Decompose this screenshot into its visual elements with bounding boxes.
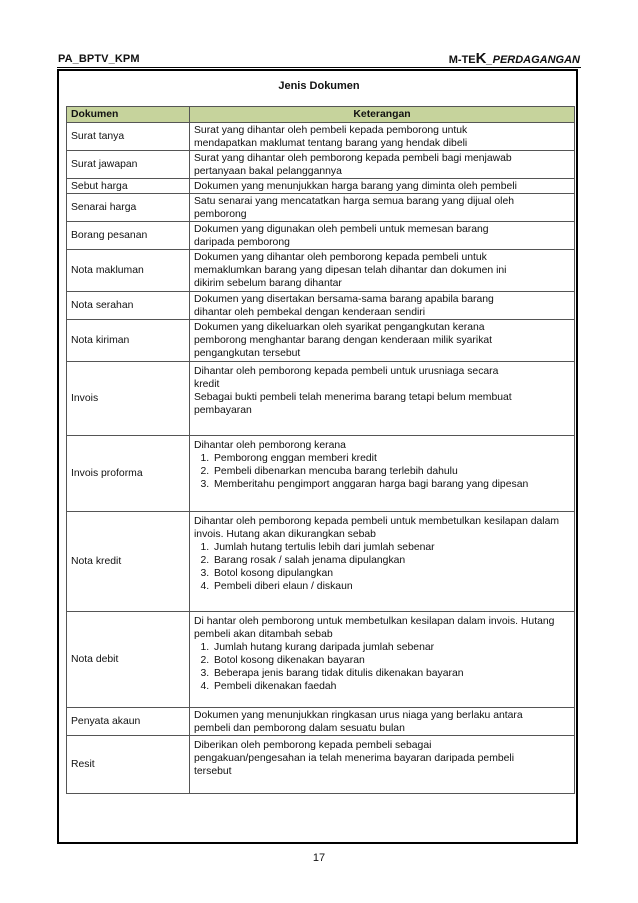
desc-list [194, 452, 570, 491]
page-title: Jenis Dokumen [278, 80, 360, 92]
list-item: 2. Botol kosong dikenakan bayaran [212, 654, 570, 667]
list-item: 4. Pembeli diberi elaun / diskaun [212, 580, 570, 593]
desc-line: pengakuan/pengesahan ia telah menerima bayaran daripada pembeli [194, 753, 515, 764]
table-row [67, 612, 575, 708]
row-name: Nota debit [67, 612, 190, 708]
row-description [190, 320, 575, 362]
table-row [67, 736, 575, 794]
header-right-suffix: _PERDAGANGAN [486, 54, 580, 66]
table-row [67, 320, 575, 362]
table-row [67, 123, 575, 151]
desc-intro: Dihantar oleh pemborong kepada pembeli untuk membetulkan kesilapan dalam invois. Hutang akan dikurangkan sebab [194, 516, 560, 540]
desc-line: Dokumen yang dikeluarkan oleh syarikat pengangkutan kerana [194, 322, 485, 333]
row-name: Invois proforma [67, 436, 190, 512]
table-row [67, 151, 575, 179]
desc-line: tersebut [194, 766, 232, 777]
table-row [67, 708, 575, 736]
row-name: Nota kiriman [67, 320, 190, 362]
list-item: 2. Pembeli dibenarkan mencuba barang terlebih dahulu [212, 465, 570, 478]
page-number: 17 [312, 852, 326, 864]
desc-line: kredit [194, 379, 220, 390]
table-row [67, 362, 575, 436]
row-description [190, 362, 575, 436]
list-item: 1. Jumlah hutang tertulis lebih dari jumlah sebenar [212, 541, 570, 554]
header-divider [57, 67, 581, 68]
row-name: Surat jawapan [67, 151, 190, 179]
desc-line: pertanyaan bakal pelanggannya [194, 165, 342, 177]
desc-line: Surat yang dihantar oleh pembeli kepada pemborong untuk [194, 124, 468, 136]
row-description [190, 292, 575, 320]
list-item: 4. Pembeli dikenakan faedah [212, 680, 570, 693]
desc-line: dihantar oleh pembekal dengan kenderaan sendiri [194, 306, 426, 318]
desc-line: pembayaran [194, 405, 252, 416]
list-item: 3. Botol kosong dipulangkan [212, 567, 570, 580]
row-description [190, 736, 575, 794]
column-header-keterangan: Keterangan [190, 107, 575, 123]
desc-line: Dokumen yang menunjukkan harga barang yang diminta oleh pembeli [194, 180, 517, 192]
row-name: Penyata akaun [67, 708, 190, 736]
row-name: Invois [67, 362, 190, 436]
desc-line: Dokumen yang dihantar oleh pemborong kepada pembeli untuk [194, 252, 487, 263]
desc-line: Dihantar oleh pemborong kepada pembeli untuk urusniaga secara [194, 366, 499, 377]
row-description [190, 151, 575, 179]
desc-line: Dokumen yang disertakan bersama-sama barang apabila barang [194, 293, 494, 305]
row-description [190, 194, 575, 222]
document-table [66, 106, 575, 794]
desc-line: Dokumen yang menunjukkan ringkasan urus niaga yang berlaku antara [194, 709, 523, 721]
desc-intro: Di hantar oleh pemborong untuk membetulkan kesilapan dalam invois. Hutang pembeli akan ditambah sebab [194, 616, 555, 640]
desc-list [194, 641, 570, 693]
row-description [190, 123, 575, 151]
desc-line: dikirim sebelum barang dihantar [194, 278, 342, 289]
list-item: 3. Beberapa jenis barang tidak ditulis dikenakan bayaran [212, 667, 570, 680]
table-row [67, 292, 575, 320]
table-row [67, 512, 575, 612]
list-item: 1. Jumlah hutang kurang daripada jumlah sebenar [212, 641, 570, 654]
row-name: Resit [67, 736, 190, 794]
desc-line: memaklumkan barang yang dipesan telah dihantar dan dokumen ini [194, 265, 507, 276]
desc-line: Sebagai bukti pembeli telah menerima barang tetapi belum membuat [194, 392, 512, 403]
row-name: Nota serahan [67, 292, 190, 320]
row-description [190, 708, 575, 736]
row-description [190, 612, 575, 708]
table-row [67, 250, 575, 292]
row-description [190, 512, 575, 612]
header-left: PA_BPTV_KPM [58, 53, 140, 65]
desc-line: Satu senarai yang mencatatkan harga semua barang yang dijual oleh [194, 195, 515, 207]
header-right-big: K [475, 50, 487, 67]
desc-intro: Dihantar oleh pemborong kerana [194, 440, 346, 451]
row-name: Sebut harga [67, 179, 190, 194]
row-name: Nota kredit [67, 512, 190, 612]
list-item: 3. Memberitahu pengimport anggaran harga bagi barang yang dipesan [212, 478, 570, 491]
table-header-row [67, 107, 575, 123]
desc-list [194, 541, 570, 593]
desc-line: pemborong menghantar barang dengan kenderaan milik syarikat [194, 335, 493, 346]
table-row [67, 222, 575, 250]
desc-line: pemborong [194, 208, 247, 220]
table-row [67, 179, 575, 194]
column-header-dokumen: Dokumen [67, 107, 190, 123]
desc-line: pembeli dan pemborong dalam sesuatu bulan [194, 722, 405, 734]
row-description [190, 222, 575, 250]
row-name: Borang pesanan [67, 222, 190, 250]
table-row [67, 436, 575, 512]
desc-line: daripada pemborong [194, 236, 290, 248]
row-name: Nota makluman [67, 250, 190, 292]
list-item: 1. Pemborong enggan memberi kredit [212, 452, 570, 465]
list-item: 2. Barang rosak / salah jenama dipulangkan [212, 554, 570, 567]
row-description [190, 250, 575, 292]
header-right-prefix: M-TE [448, 54, 476, 66]
row-name: Senarai harga [67, 194, 190, 222]
row-description [190, 436, 575, 512]
desc-line: Dokumen yang digunakan oleh pembeli untuk memesan barang [194, 223, 489, 235]
desc-line: Diberikan oleh pemborong kepada pembeli sebagai [194, 740, 432, 751]
desc-line: mendapatkan maklumat tentang barang yang hendak dibeli [194, 137, 468, 149]
header-right [449, 50, 580, 67]
row-name: Surat tanya [67, 123, 190, 151]
desc-line: pengangkutan tersebut [194, 348, 301, 359]
desc-line: Surat yang dihantar oleh pemborong kepada pembeli bagi menjawab [194, 152, 512, 164]
row-description [190, 179, 575, 194]
table-row [67, 194, 575, 222]
